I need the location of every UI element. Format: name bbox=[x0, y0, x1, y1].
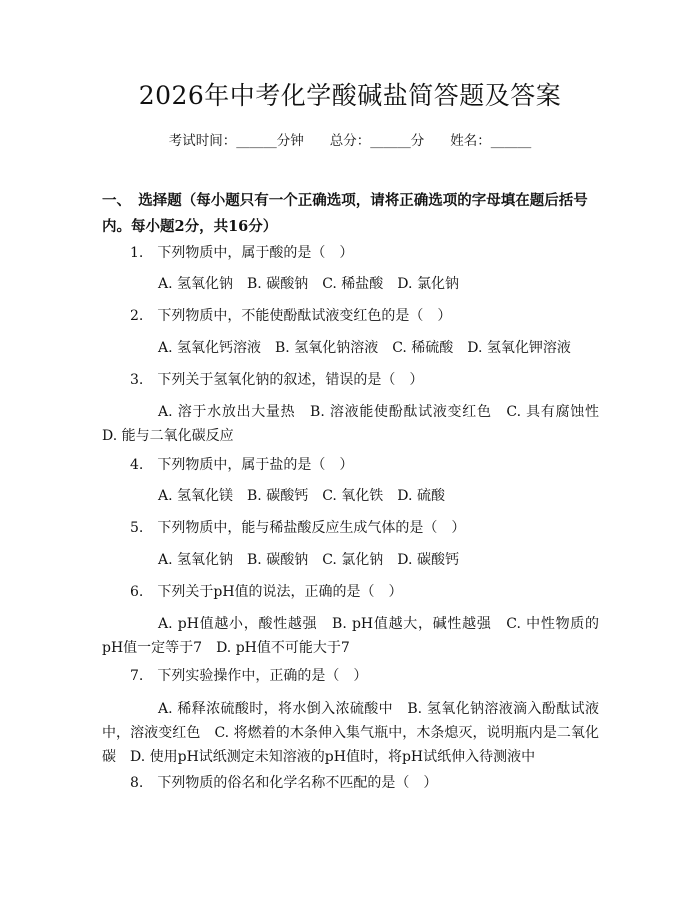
question-options: A. 氢氧化钠 B. 碳酸钠 C. 稀盐酸 D. 氯化钠 bbox=[158, 276, 459, 292]
question-stem: 4. 下列物质中，属于盐的是（ ） bbox=[130, 457, 354, 473]
total-score-field: 总分：______分 bbox=[329, 133, 425, 149]
exam-info-line bbox=[0, 131, 700, 151]
question-stem: 2. 下列物质中，不能使酚酞试液变红色的是（ ） bbox=[130, 308, 452, 324]
question-options: A. 氢氧化钙溶液 B. 氢氧化钠溶液 C. 稀硫酸 D. 氢氧化钾溶液 bbox=[158, 340, 571, 356]
page-title: 2026年中考化学酸碱盐简答题及答案 bbox=[138, 81, 562, 110]
question-stem: 8. 下列物质的俗名和化学名称不匹配的是（ ） bbox=[130, 775, 438, 791]
question-stem: 6. 下列关于pH值的说法，正确的是（ ） bbox=[130, 584, 403, 600]
section-heading: 一、 选择题（每小题只有一个正确选项，请将正确选项的字母填在题后括号内。每小题2分，共16分） bbox=[102, 192, 588, 235]
question-stem: 7. 下列实验操作中，正确的是（ ） bbox=[130, 668, 368, 684]
question-stem: 5. 下列物质中，能与稀盐酸反应生成气体的是（ ） bbox=[130, 520, 466, 536]
question-options: A. 溶于水放出大量热 B. 溶液能使酚酞试液变红色 C. 具有腐蚀性 D. 能与二氧化碳反应 bbox=[102, 404, 613, 444]
question-stem: 1. 下列物质中，属于酸的是（ ） bbox=[130, 245, 354, 261]
student-name-field: 姓名：______ bbox=[450, 133, 532, 149]
question-options: A. 氢氧化钠 B. 碳酸钠 C. 氯化钠 D. 碳酸钙 bbox=[158, 552, 459, 568]
question-options: A. 氢氧化镁 B. 碳酸钙 C. 氧化铁 D. 硫酸 bbox=[158, 488, 445, 504]
question-options: A. pH值越小，酸性越强 B. pH值越大，碱性越强 C. 中性物质的pH值一定等于7 D. pH值不可能大于7 bbox=[102, 616, 599, 656]
question-stem: 3. 下列关于氢氧化钠的叙述，错误的是（ ） bbox=[130, 372, 424, 388]
exam-time-field: 考试时间：______分钟 bbox=[168, 133, 304, 149]
question-options: A. 稀释浓硫酸时，将水倒入浓硫酸中 B. 氢氧化钠溶液滴入酚酞试液中，溶液变红色 C. 将燃着的木条伸入集气瓶中，木条熄灭，说明瓶内是二氧化碳 D. 使用pH试纸测定未知溶液的pH值时，将pH试纸伸入待测液中 bbox=[102, 701, 599, 765]
